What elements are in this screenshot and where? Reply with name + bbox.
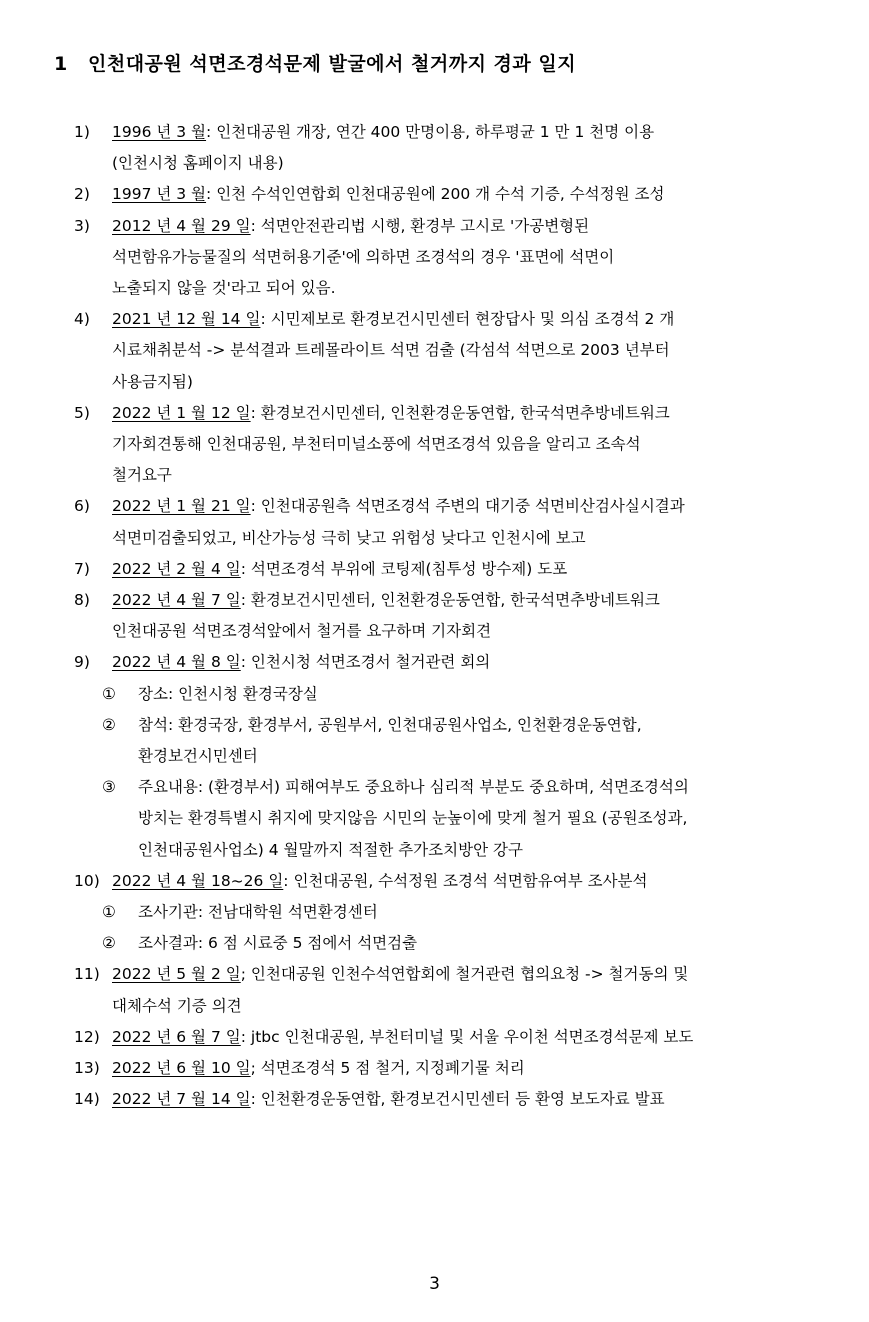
entry-date: 2022 년 1 월 12 일 <box>112 403 251 422</box>
sub-entry-marker: ② <box>102 934 116 953</box>
timeline-entry <box>74 959 834 1021</box>
sub-entry <box>74 710 834 772</box>
entry-text: jtbc 인천대공원, 부천터미널 및 서울 우이천 석면조경석문제 보도 <box>245 1027 694 1046</box>
entry-line <box>112 117 834 148</box>
entry-date: 2022 년 4 월 7 일 <box>112 591 241 610</box>
entry-number: 5) <box>74 403 90 422</box>
entry-number: 6) <box>74 497 90 516</box>
sub-entry-marker: ③ <box>102 778 116 797</box>
entry-number: 2) <box>74 185 90 204</box>
entry-date: 2022 년 1 월 21 일 <box>112 497 251 516</box>
entry-line: 인천대공원 석면조경석앞에서 철거를 요구하며 기자회견 <box>112 622 492 641</box>
timeline-entry <box>74 1084 834 1115</box>
entry-line: 사용금지됨) <box>112 372 193 391</box>
entry-date: 2022 년 4 월 8 일 <box>112 653 241 672</box>
entry-separator: ; <box>250 1059 256 1078</box>
timeline-entry <box>74 647 834 678</box>
entry-date: 2022 년 2 월 4 일 <box>112 559 241 578</box>
sub-entry-marker: ① <box>102 903 116 922</box>
timeline-entry <box>74 1022 834 1053</box>
entry-number: 10) <box>74 871 100 890</box>
timeline-entry <box>74 491 834 553</box>
entry-line: 석면함유가능물질의 석면허용기준'에 의하면 조경석의 경우 '표면에 석면이 <box>112 247 615 266</box>
page-number: 3 <box>429 1274 440 1294</box>
entry-separator: : <box>240 653 246 672</box>
sub-entry <box>74 679 834 710</box>
entry-number: 8) <box>74 591 90 610</box>
entry-separator: : <box>206 185 212 204</box>
entry-separator: : <box>250 403 256 422</box>
sub-entry <box>74 772 834 866</box>
entry-separator: : <box>240 559 246 578</box>
sub-entry-line: 조사기관: 전남대학원 석면환경센터 <box>138 903 378 922</box>
sub-entry-line: 장소: 인천시청 환경국장실 <box>138 684 318 703</box>
entry-number: 7) <box>74 559 90 578</box>
timeline-entry <box>74 117 834 179</box>
entry-line <box>112 304 834 335</box>
entry-line: 대체수석 기증 의견 <box>112 996 242 1015</box>
entry-separator: : <box>240 591 246 610</box>
entry-line <box>112 398 834 429</box>
entry-number: 11) <box>74 965 100 984</box>
entry-line <box>112 866 834 897</box>
entry-number: 3) <box>74 216 90 235</box>
timeline-entry <box>74 866 834 897</box>
entry-date: 2021 년 12 월 14 일 <box>112 310 261 329</box>
entry-line <box>112 959 834 990</box>
entry-line <box>112 1022 834 1053</box>
sub-entry <box>74 928 834 959</box>
sub-entry-line: 조사결과: 6 점 시료중 5 점에서 석면검출 <box>138 934 418 953</box>
entry-date: 1996 년 3 월 <box>112 123 207 141</box>
entry-line: 철거요구 <box>112 466 172 485</box>
section-number: 1 <box>54 53 68 75</box>
entry-separator: : <box>260 310 266 329</box>
entry-text: 인천대공원 개장, 연간 400 만명이용, 하루평균 1 만 1 천명 이용 <box>211 123 655 141</box>
sub-entry-line: 방치는 환경특별시 취지에 맞지않음 시민의 눈높이에 맞게 철거 필요 (공원조성과, <box>138 809 688 828</box>
timeline-entry <box>74 398 834 492</box>
entry-separator: : <box>250 216 256 235</box>
entry-line <box>112 211 834 242</box>
entry-date: 2022 년 7 월 14 일 <box>112 1090 251 1109</box>
entry-line: 시료채취분석 -> 분석결과 트레몰라이트 석면 검출 (각섬석 석면으로 2003 년부터 <box>112 341 670 360</box>
entry-line <box>112 1084 834 1115</box>
entry-separator: : <box>250 497 256 516</box>
entry-separator: : <box>283 871 289 890</box>
timeline-entry <box>74 211 834 305</box>
entry-line: 석면미검출되었고, 비산가능성 극히 낮고 위험성 낮다고 인천시에 보고 <box>112 528 586 547</box>
entry-number: 13) <box>74 1059 100 1078</box>
entry-line <box>112 491 834 522</box>
section-heading <box>54 49 576 76</box>
entry-line <box>112 179 834 210</box>
entry-text: 인천대공원, 수석정원 조경석 석면함유여부 조사분석 <box>288 871 648 890</box>
sub-entry <box>74 897 834 928</box>
entry-date: 2022 년 5 월 2 일 <box>112 965 241 984</box>
entry-number: 4) <box>74 310 90 329</box>
entry-text: 석면안전관리법 시행, 환경부 고시로 '가공변형된 <box>255 216 590 235</box>
entry-text: 석면조경석 5 점 철거, 지정폐기물 처리 <box>255 1059 525 1078</box>
timeline-entry <box>74 554 834 585</box>
sub-entry-marker: ② <box>102 715 116 734</box>
entry-number: 12) <box>74 1027 100 1046</box>
entry-line <box>112 554 834 585</box>
entry-number: 9) <box>74 653 90 672</box>
entry-line <box>112 1053 834 1084</box>
entry-line: 노출되지 않을 것'라고 되어 있음. <box>112 279 336 298</box>
entry-date: 2012 년 4 월 29 일 <box>112 216 251 235</box>
entry-text: 인천대공원측 석면조경석 주변의 대기중 석면비산검사실시결과 <box>255 497 685 516</box>
sub-entry-marker: ① <box>102 684 116 703</box>
entry-date: 2022 년 6 월 7 일 <box>112 1027 241 1046</box>
sub-entry-line: 참석: 환경국장, 환경부서, 공원부서, 인천대공원사업소, 인천환경운동연합, <box>138 715 642 734</box>
entry-text: 인천시청 석면조경서 철거관련 회의 <box>245 653 491 672</box>
section-title: 인천대공원 석면조경석문제 발굴에서 철거까지 경과 일지 <box>88 53 577 75</box>
entry-separator: : <box>250 1090 256 1109</box>
sub-entry-line: 인천대공원사업소) 4 월말까지 적절한 추가조치방안 강구 <box>138 840 523 859</box>
timeline-list <box>74 117 834 1116</box>
sub-entry-line: 환경보건시민센터 <box>138 747 258 766</box>
entry-separator: : <box>206 123 212 141</box>
timeline-entry <box>74 304 834 398</box>
entry-text: 시민제보로 환경보건시민센터 현장답사 및 의심 조경석 2 개 <box>265 310 675 329</box>
entry-text: 인천 수석인연합회 인천대공원에 200 개 수석 기증, 수석정원 조성 <box>211 185 665 204</box>
entry-separator: ; <box>240 965 246 984</box>
entry-text: 환경보건시민센터, 인천환경운동연합, 한국석면추방네트워크 <box>245 591 660 610</box>
entry-line: (인천시청 홈페이지 내용) <box>112 154 284 173</box>
timeline-entry <box>74 585 834 647</box>
entry-date: 2022 년 4 월 18~26 일 <box>112 871 284 890</box>
sub-entry-line: 주요내용: (환경부서) 피해여부도 중요하나 심리적 부분도 중요하며, 석면조경석의 <box>138 778 689 797</box>
entry-separator: : <box>240 1027 246 1046</box>
entry-number: 14) <box>74 1090 100 1109</box>
entry-line <box>112 647 834 678</box>
timeline-entry <box>74 179 834 210</box>
entry-date: 2022 년 6 월 10 일 <box>112 1059 251 1078</box>
entry-line: 기자회견통해 인천대공원, 부천터미널소풍에 석면조경석 있음을 알리고 조속석 <box>112 435 641 454</box>
entry-text: 인천환경운동연합, 환경보건시민센터 등 환영 보도자료 발표 <box>255 1090 665 1109</box>
timeline-entry <box>74 1053 834 1084</box>
entry-text: 석면조경석 부위에 코팅제(침투성 방수제) 도포 <box>245 559 568 578</box>
entry-text: 환경보건시민센터, 인천환경운동연합, 한국석면추방네트워크 <box>255 403 670 422</box>
entry-text: 인천대공원 인천수석연합회에 철거관련 협의요청 -> 철거동의 및 <box>245 965 689 984</box>
entry-date: 1997 년 3 월 <box>112 185 207 204</box>
entry-number: 1) <box>74 123 90 141</box>
entry-line <box>112 585 834 616</box>
